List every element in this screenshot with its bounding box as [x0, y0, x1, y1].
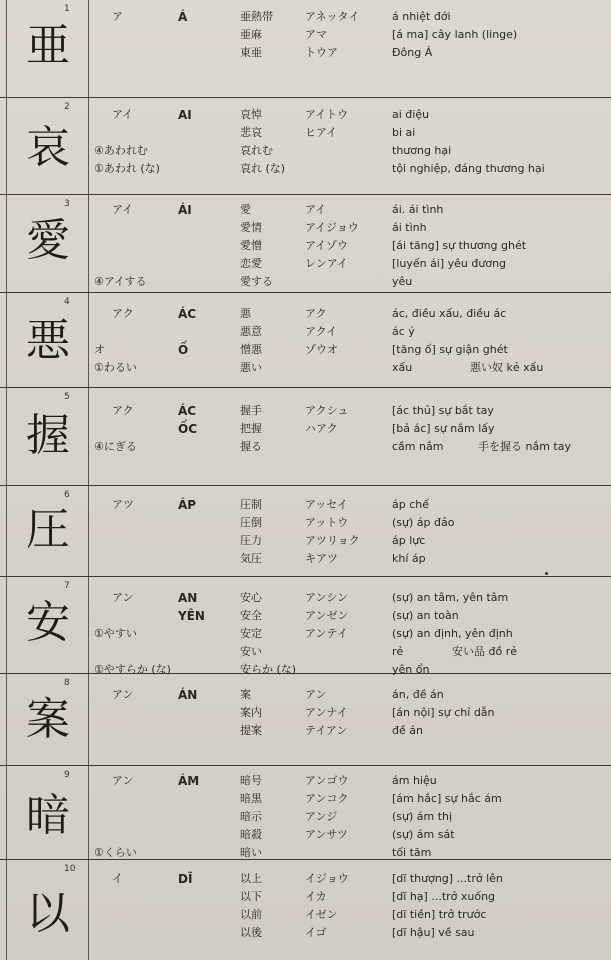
kun-reading: オ [94, 343, 105, 356]
vietnamese-meaning: khí áp [392, 552, 426, 565]
compound-word: 恋愛 [240, 257, 262, 270]
hanviet-reading: ÁC [178, 404, 197, 418]
entry-number: 4 [64, 297, 70, 307]
kanji-entry [0, 766, 611, 860]
compound-reading: キアツ [305, 552, 338, 565]
compound-reading: イゼン [305, 908, 338, 921]
compound-reading: アクイ [305, 325, 338, 338]
compound-reading: アツリョク [305, 534, 360, 547]
kanji-character: 以 [26, 888, 70, 939]
kanji-character: 案 [26, 694, 70, 745]
compound-word: 哀れ (な) [240, 162, 286, 175]
entry-number: 10 [64, 864, 76, 874]
compound-word: 悲哀 [240, 126, 262, 139]
vietnamese-meaning: rẻ [392, 645, 404, 658]
vietnamese-meaning: (sự) ám sát [392, 828, 455, 841]
kanji-character: 暗 [26, 790, 70, 841]
compound-reading: アンナイ [305, 706, 348, 719]
kanji-entry [0, 486, 611, 577]
on-reading-katakana: アク [112, 404, 134, 417]
compound-word: 哀れむ [240, 144, 273, 157]
on-reading-katakana: アツ [112, 498, 134, 511]
vietnamese-meaning: thương hại [392, 144, 452, 157]
compound-word: 案内 [240, 706, 262, 719]
hanviet-reading: DĨ [178, 872, 193, 886]
kun-reading: ④あわれむ [94, 144, 148, 157]
compound-word: 圧力 [240, 534, 262, 547]
compound-reading: イゴ [305, 926, 327, 939]
kun-reading: ①あわれ (な) [94, 162, 160, 175]
kanji-entry [0, 388, 611, 486]
compound-reading: アイトウ [305, 108, 349, 121]
vietnamese-meaning: ái. ái tình [392, 203, 444, 216]
kanji-character: 亜 [26, 20, 70, 71]
entry-number: 9 [64, 770, 70, 780]
compound-word: 憎悪 [240, 343, 262, 356]
entry-number: 6 [64, 490, 70, 500]
compound-reading: アマ [305, 28, 327, 41]
vietnamese-meaning: [dĩ tiền] trở trước [392, 908, 487, 921]
hanviet-reading: YÊN [178, 609, 205, 623]
compound-reading: アイ [305, 203, 327, 216]
usage-example: 悪い奴 kẻ xấu [470, 361, 544, 374]
vietnamese-meaning: ác ý [392, 325, 415, 338]
vietnamese-meaning: Đông Á [392, 46, 433, 59]
vietnamese-meaning: [dĩ thượng] ...trở lên [392, 872, 503, 885]
vietnamese-meaning: [ái tăng] sự thương ghét [392, 239, 527, 252]
kanji-character: 握 [26, 410, 70, 461]
vietnamese-meaning: (sự) an toàn [392, 609, 459, 622]
hanviet-reading: AN [178, 591, 198, 605]
vietnamese-meaning: (sự) an định, yên định [392, 627, 513, 640]
kun-reading: ④にぎる [94, 440, 137, 453]
usage-example: 安い品 đồ rẻ [452, 645, 517, 658]
on-reading-katakana: アク [112, 307, 134, 320]
vietnamese-meaning: [dĩ hậu] về sau [392, 926, 475, 939]
vietnamese-meaning: [ám hắc] sự hắc ám [392, 792, 502, 805]
compound-reading: アンシン [305, 591, 349, 604]
compound-reading: ヒアイ [305, 126, 338, 139]
compound-word: 暗号 [240, 774, 262, 787]
vietnamese-meaning: tội nghiệp, đáng thương hại [392, 162, 545, 175]
compound-reading: トウア [305, 46, 338, 59]
vietnamese-meaning: [á ma] cây lanh (linge) [392, 28, 518, 41]
entry-number: 7 [64, 581, 70, 591]
kanji-character: 哀 [26, 122, 70, 173]
compound-word: 亜熱帯 [240, 10, 273, 23]
hanviet-reading: ÁP [178, 498, 197, 512]
entry-number: 2 [64, 102, 70, 112]
compound-word: 以上 [240, 872, 262, 885]
hanviet-reading: ỐC [178, 422, 198, 436]
compound-word: 圧制 [240, 498, 262, 511]
hanviet-reading: Ố [178, 343, 189, 357]
compound-word: 亜麻 [240, 28, 262, 41]
compound-word: 悪 [240, 307, 251, 320]
vietnamese-meaning: áp lực [392, 534, 426, 547]
vietnamese-meaning: yên ổn [392, 663, 430, 676]
vietnamese-meaning: [bả ác] sự nắm lấy [392, 422, 495, 435]
compound-word: 提案 [240, 724, 262, 737]
compound-word: 愛 [240, 203, 251, 216]
on-reading-katakana: ア [112, 10, 123, 23]
hanviet-reading: ÁN [178, 688, 198, 702]
kanji-entry [0, 195, 611, 293]
compound-word: 暗い [240, 846, 262, 859]
compound-word: 愛憎 [240, 239, 262, 252]
vietnamese-meaning: [ác thủ] sự bắt tay [392, 404, 494, 417]
hanviet-reading: Á [178, 10, 188, 24]
compound-word: 気圧 [240, 552, 262, 565]
vietnamese-meaning: bi ai [392, 126, 416, 139]
compound-reading: レンアイ [305, 257, 348, 270]
vietnamese-meaning: [tăng ố] sự giận ghét [392, 343, 508, 356]
compound-word: 案 [240, 688, 251, 701]
kanji-entry [0, 98, 611, 195]
compound-reading: アンゼン [305, 609, 349, 622]
hanviet-reading: ÁI [178, 203, 192, 217]
vietnamese-meaning: (sự) an tâm, yên tâm [392, 591, 509, 604]
on-reading-katakana: イ [112, 872, 123, 885]
kanji-entry [0, 674, 611, 766]
on-reading-katakana: アイ [112, 203, 134, 216]
vietnamese-meaning: cầm nắm [392, 440, 444, 453]
kanji-character: 愛 [26, 215, 70, 266]
on-reading-katakana: アン [112, 774, 134, 787]
vietnamese-meaning: ám hiệu [392, 774, 437, 787]
vietnamese-meaning: (sự) ám thị [392, 810, 453, 823]
vietnamese-meaning: xấu [392, 361, 413, 374]
vietnamese-meaning: ái tình [392, 221, 427, 234]
compound-reading: アンジ [305, 810, 338, 823]
kanji-character: 安 [26, 597, 70, 648]
vietnamese-meaning: đề án [392, 724, 423, 737]
kanji-entry [0, 577, 611, 674]
vietnamese-meaning: yêu [392, 275, 413, 288]
kanji-entry [0, 860, 611, 960]
compound-word: 悪い [240, 361, 262, 374]
entry-number: 1 [64, 4, 70, 14]
compound-word: 安い [240, 645, 262, 658]
vietnamese-meaning: á nhiệt đới [392, 10, 451, 23]
compound-word: 安全 [240, 609, 262, 622]
compound-reading: アン [305, 688, 327, 701]
vietnamese-meaning: [luyến ái] yêu đương [392, 257, 507, 270]
compound-reading: テイアン [305, 724, 348, 737]
compound-reading: ゾウオ [305, 343, 338, 356]
kun-reading: ④アイする [94, 275, 147, 288]
compound-word: 暗黒 [240, 792, 262, 805]
ink-speck [545, 572, 548, 575]
vietnamese-meaning: tối tăm [392, 846, 432, 859]
compound-reading: アットウ [305, 516, 349, 529]
kun-reading: ①くらい [94, 846, 137, 859]
entry-number: 3 [64, 199, 70, 209]
usage-example: 手を握る nắm tay [478, 440, 571, 453]
compound-word: 東亜 [240, 46, 262, 59]
vietnamese-meaning: áp chế [392, 498, 430, 511]
entry-number: 8 [64, 678, 70, 688]
compound-word: 安らか (な) [240, 663, 297, 676]
entry-number: 5 [64, 392, 70, 402]
hanviet-reading: AI [178, 108, 192, 122]
kun-reading: ①わるい [94, 361, 137, 374]
compound-reading: アンゴウ [305, 774, 349, 787]
vietnamese-meaning: ác, điều xấu, điều ác [392, 307, 507, 320]
compound-reading: アイジョウ [305, 221, 359, 234]
compound-word: 哀悼 [240, 108, 262, 121]
on-reading-katakana: アン [112, 688, 134, 701]
hanviet-reading: ÁC [178, 307, 197, 321]
compound-word: 安定 [240, 627, 262, 640]
vietnamese-meaning: [dĩ hạ] ...trở xuống [392, 890, 496, 903]
compound-reading: アッセイ [305, 498, 348, 511]
compound-word: 把握 [240, 422, 262, 435]
kun-reading: ①やすらか (な) [94, 663, 171, 676]
on-reading-katakana: アイ [112, 108, 134, 121]
kanji-entry [0, 293, 611, 388]
compound-word: 愛情 [240, 221, 262, 234]
vietnamese-meaning: án, đề án [392, 688, 444, 701]
compound-reading: アンサツ [305, 828, 348, 841]
compound-word: 愛する [240, 275, 273, 288]
kanji-character: 悪 [26, 315, 70, 366]
compound-word: 以前 [240, 908, 262, 921]
vietnamese-meaning: (sự) áp đảo [392, 516, 455, 529]
vietnamese-meaning: ai điệu [392, 108, 430, 121]
compound-reading: アンテイ [305, 627, 348, 640]
compound-reading: アンコク [305, 792, 349, 805]
compound-word: 暗殺 [240, 828, 262, 841]
compound-reading: ハアク [305, 422, 338, 435]
kun-reading: ①やすい [94, 627, 137, 640]
hanviet-reading: ÁM [178, 774, 200, 788]
compound-reading: アネッタイ [305, 10, 360, 23]
compound-reading: アクシュ [305, 404, 349, 417]
compound-word: 圧倒 [240, 516, 262, 529]
compound-word: 暗示 [240, 810, 262, 823]
vietnamese-meaning: [án nội] sự chỉ dẫn [392, 706, 495, 719]
compound-reading: イジョウ [305, 872, 349, 885]
compound-reading: アク [305, 307, 327, 320]
compound-word: 握る [240, 440, 262, 453]
compound-reading: アイゾウ [305, 239, 349, 252]
compound-word: 安心 [240, 591, 262, 604]
kanji-character: 圧 [26, 504, 70, 555]
compound-word: 以後 [240, 926, 262, 939]
compound-word: 悪意 [240, 325, 262, 338]
on-reading-katakana: アン [112, 591, 134, 604]
compound-word: 以下 [240, 890, 262, 903]
compound-word: 握手 [240, 404, 262, 417]
compound-reading: イカ [305, 890, 327, 903]
kanji-entry [0, 0, 611, 98]
